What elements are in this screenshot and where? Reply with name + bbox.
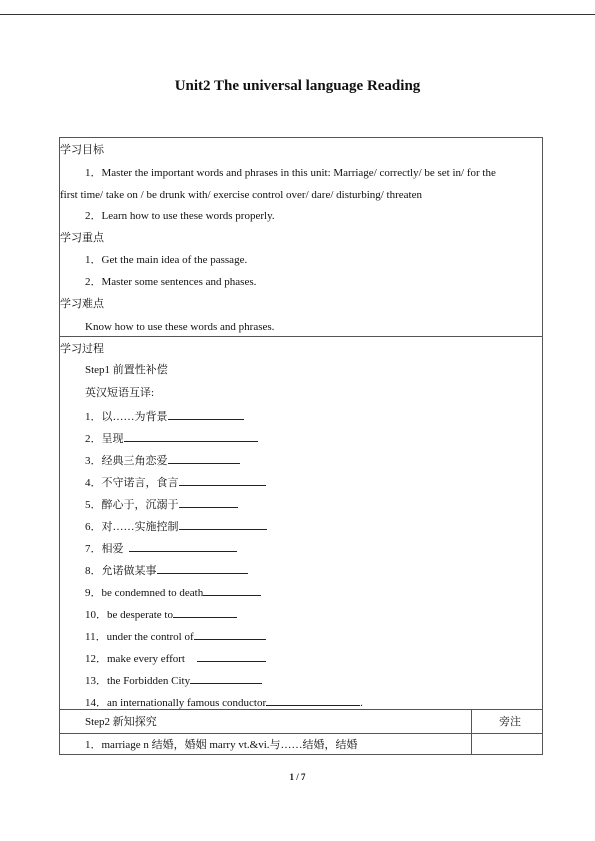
goals-item-1-line-1: 1．Master the important words and phrases in this unit: Marriage/ correctly/ be set in/ for the [85,167,496,179]
process-heading: 学习过程 [60,343,104,355]
goals-item-2: 2．Learn how to use these words properly. [85,210,275,222]
exercise-item-8: 8．允诺做某事 [85,562,248,578]
key-points-heading: 学习重点 [60,232,104,244]
goals-heading: 学习目标 [60,144,104,156]
answer-blank[interactable] [197,650,266,662]
difficulties-heading: 学习难点 [60,298,104,310]
exercise-item-10: 10．be desperate to [85,606,237,622]
key-points-item-2: 2．Master some sentences and phases. [85,276,257,288]
exercise-item-2: 2．呈现 [85,430,258,446]
exercise-item-7: 7．相爱 [85,540,237,556]
difficulties-item-1: Know how to use these words and phrases. [85,321,275,333]
top-rule [0,14,595,15]
exercise-item-9: 9．be condemned to death [85,584,261,600]
exercise-item-14: 14．an internationally famous conductor . [85,694,363,710]
answer-blank[interactable] [179,518,267,530]
translation-subheading: 英汉短语互译: [85,387,155,399]
step2-item-1: 1．marriage n 结婚，婚姻 marry vt.&vi.与……结婚，结婚 [85,739,358,751]
step1-label: Step1 前置性补偿 [85,364,168,376]
answer-blank[interactable] [190,672,262,684]
answer-blank[interactable] [124,430,258,442]
side-notes-label: 旁注 [499,716,521,728]
page-number: 1 / 7 [289,772,306,782]
answer-blank[interactable] [168,408,244,420]
key-points-item-1: 1．Get the main idea of the passage. [85,254,248,266]
answer-blank[interactable] [129,540,237,552]
answer-blank[interactable] [157,562,248,574]
exercise-item-6: 6．对……实施控制 [85,518,267,534]
exercise-item-3: 3．经典三角恋爱 [85,452,240,468]
answer-blank[interactable] [173,606,237,618]
page-title: Unit2 The universal language Reading [174,78,421,94]
exercise-item-11: 11．under the control of [85,628,266,644]
answer-blank[interactable] [203,584,261,596]
side-column-divider [471,709,472,755]
exercise-item-1: 1．以……为背景 [85,408,244,424]
answer-blank[interactable] [179,496,238,508]
exercise-item-5: 5．醉心于，沉溺于 [85,496,238,512]
exercise-item-4: 4．不守诺言，食言 [85,474,266,490]
step2-label: Step2 新知探究 [85,716,157,728]
exercise-item-12: 12．make every effort [85,650,266,666]
answer-blank[interactable] [266,694,360,706]
answer-blank[interactable] [179,474,266,486]
answer-blank[interactable] [194,628,266,640]
exercise-item-13: 13．the Forbidden City [85,672,262,688]
answer-blank[interactable] [168,452,240,464]
goals-item-1-line-2: first time/ take on / be drunk with/ exercise control over/ dare/ disturbing/ threaten [60,189,422,201]
